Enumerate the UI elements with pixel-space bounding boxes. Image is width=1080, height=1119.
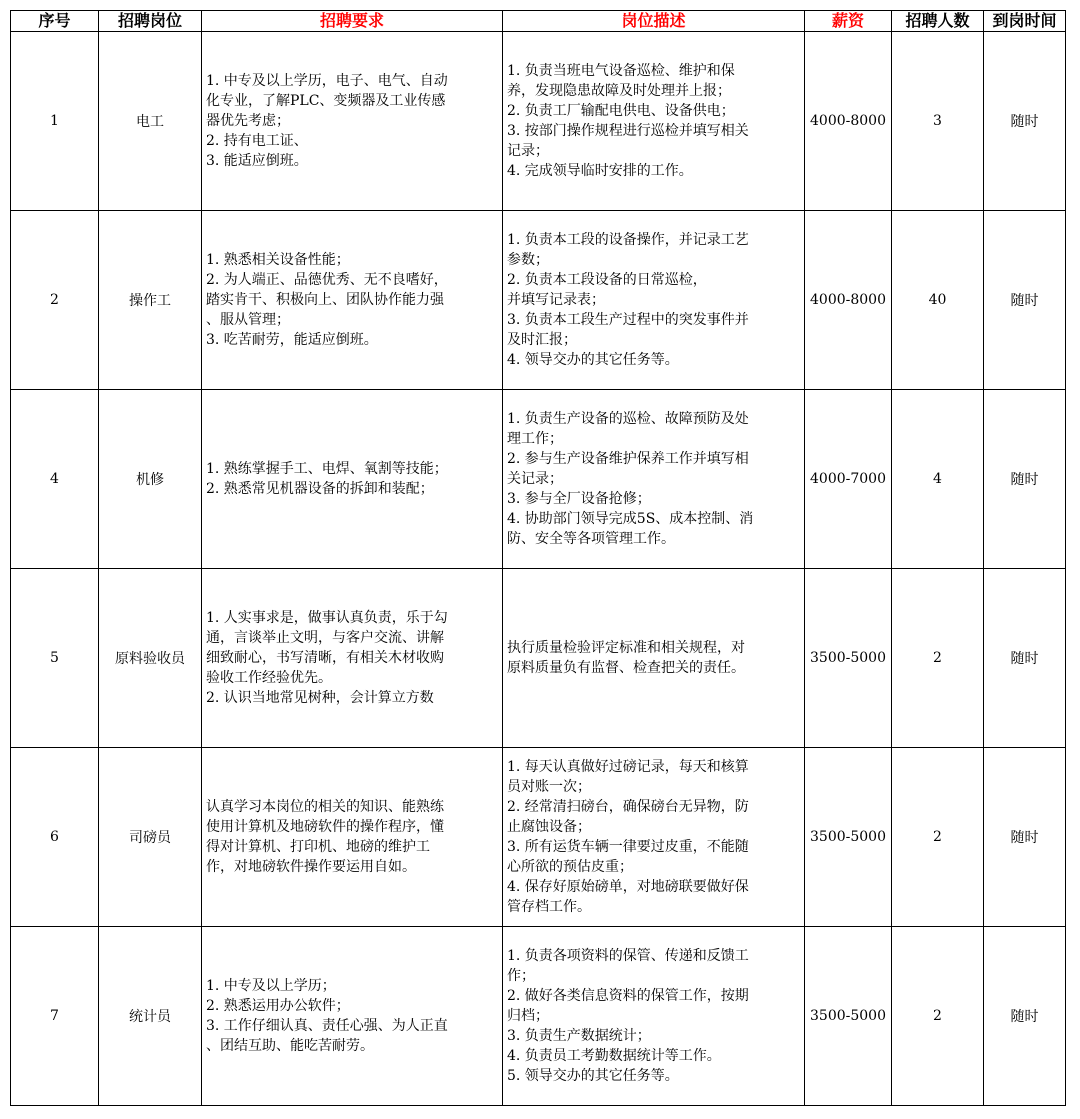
description-cell-line: 并填写记录表； — [507, 292, 605, 308]
requirements-cell-line: 得对计算机、打印机、地磅的维护工 — [206, 839, 430, 855]
description-cell-line: 1. 负责生产设备的巡检、故障预防及处 — [507, 411, 749, 427]
requirements-cell — [202, 748, 503, 927]
requirements-cell-line: 细致耐心，书写清晰，有相关木材收购 — [206, 650, 444, 666]
description-cell-line: 4. 负责员工考勤数据统计等工作。 — [507, 1048, 721, 1064]
requirements-cell-line: 认真学习本岗位的相关的知识、能熟练 — [206, 799, 444, 815]
description-cell — [503, 927, 805, 1106]
description-cell-line: 参数； — [507, 252, 549, 268]
description-cell-line: 原料质量负有监督、检查把关的责任。 — [507, 660, 745, 676]
headcount-cell: 4 — [892, 390, 984, 569]
requirements-cell — [202, 32, 503, 211]
requirements-cell-line: 3. 工作仔细认真、责任心强、为人正直 — [206, 1018, 448, 1034]
requirements-cell-line: 1. 中专及以上学历； — [206, 978, 336, 994]
requirements-cell-line: 使用计算机及地磅软件的操作程序，懂 — [206, 819, 444, 835]
seq-cell: 6 — [11, 748, 99, 927]
requirements-cell-line: 通，言谈举止文明，与客户交流、讲解 — [206, 630, 444, 646]
start-time-cell: 随时 — [984, 211, 1066, 390]
requirements-cell-line: 1. 人实事求是，做事认真负责，乐于勾 — [206, 610, 448, 626]
description-cell-line: 关记录； — [507, 471, 563, 487]
requirements-cell-line: 作，对地磅软件操作要运用自如。 — [206, 859, 416, 875]
header-salary: 薪资 — [805, 11, 892, 32]
headcount-cell: 2 — [892, 927, 984, 1106]
position-cell: 统计员 — [99, 927, 202, 1106]
description-cell-line: 2. 负责工厂输配电供电、设备供电； — [507, 103, 735, 119]
table-header — [11, 11, 1066, 32]
requirements-cell-line: 器优先考虑； — [206, 113, 290, 129]
description-cell-line: 4. 领导交办的其它任务等。 — [507, 352, 679, 368]
description-cell-line: 3. 按部门操作规程进行巡检并填写相关 — [507, 123, 749, 139]
description-cell-line: 5. 领导交办的其它任务等。 — [507, 1068, 679, 1084]
seq-cell: 7 — [11, 927, 99, 1106]
salary-cell: 4000-8000 — [805, 211, 892, 390]
position-cell: 原料验收员 — [99, 569, 202, 748]
headcount-cell: 3 — [892, 32, 984, 211]
position-cell: 电工 — [99, 32, 202, 211]
description-cell-line: 理工作； — [507, 431, 563, 447]
position-cell: 司磅员 — [99, 748, 202, 927]
seq-cell: 1 — [11, 32, 99, 211]
description-cell-line: 止腐蚀设备； — [507, 819, 591, 835]
requirements-cell-line: 1. 熟练掌握手工、电焊、氧割等技能； — [206, 461, 448, 477]
description-cell-line: 防、安全等各项管理工作。 — [507, 531, 675, 547]
salary-cell: 3500-5000 — [805, 927, 892, 1106]
position-cell: 操作工 — [99, 211, 202, 390]
requirements-cell — [202, 211, 503, 390]
header-start: 到岗时间 — [984, 11, 1066, 32]
position-cell: 机修 — [99, 390, 202, 569]
description-cell-line: 1. 负责当班电气设备巡检、维护和保 — [507, 63, 735, 79]
description-cell-line: 2. 参与生产设备维护保养工作并填写相 — [507, 451, 749, 467]
requirements-cell-line: 3. 能适应倒班。 — [206, 153, 308, 169]
requirements-cell-line: 2. 为人端正、品德优秀、无不良嗜好， — [206, 272, 448, 288]
description-cell — [503, 569, 805, 748]
requirements-cell-line: 、团结互助、能吃苦耐劳。 — [206, 1038, 374, 1054]
description-cell-line: 4. 完成领导临时安排的工作。 — [507, 163, 693, 179]
headcount-cell: 40 — [892, 211, 984, 390]
description-cell-line: 养，发现隐患故障及时处理并上报； — [507, 83, 731, 99]
description-cell-line: 4. 保存好原始磅单，对地磅联要做好保 — [507, 879, 749, 895]
requirements-cell-line: 2. 持有电工证、 — [206, 133, 308, 149]
description-cell-line: 3. 所有运货车辆一律要过皮重，不能随 — [507, 839, 749, 855]
description-cell-line: 4. 协助部门领导完成5S、成本控制、消 — [507, 511, 754, 527]
salary-cell: 3500-5000 — [805, 748, 892, 927]
requirements-cell-line: 3. 吃苦耐劳，能适应倒班。 — [206, 332, 378, 348]
description-cell — [503, 32, 805, 211]
recruitment-table — [10, 10, 1066, 1106]
start-time-cell: 随时 — [984, 927, 1066, 1106]
description-cell — [503, 211, 805, 390]
requirements-cell-line: 、服从管理； — [206, 312, 290, 328]
start-time-cell: 随时 — [984, 32, 1066, 211]
description-cell-line: 2. 经常清扫磅台，确保磅台无异物，防 — [507, 799, 749, 815]
header-seq: 序号 — [11, 11, 99, 32]
description-cell-line: 归档； — [507, 1008, 549, 1024]
table-row — [11, 569, 1066, 748]
start-time-cell: 随时 — [984, 569, 1066, 748]
description-cell-line: 3. 负责生产数据统计； — [507, 1028, 651, 1044]
description-cell-line: 心所欲的预估皮重； — [507, 859, 633, 875]
header-requirements: 招聘要求 — [202, 11, 503, 32]
start-time-cell: 随时 — [984, 748, 1066, 927]
description-cell — [503, 390, 805, 569]
description-cell-line: 作； — [507, 968, 535, 984]
description-cell-line: 2. 负责本工段设备的日常巡检， — [507, 272, 707, 288]
requirements-cell-line: 1. 熟悉相关设备性能； — [206, 252, 350, 268]
start-time-cell: 随时 — [984, 390, 1066, 569]
requirements-cell-line: 1. 中专及以上学历，电子、电气、自动 — [206, 73, 448, 89]
table-row — [11, 390, 1066, 569]
requirements-cell-line: 2. 认识当地常见树种，会计算立方数 — [206, 690, 434, 706]
headcount-cell: 2 — [892, 748, 984, 927]
seq-cell: 5 — [11, 569, 99, 748]
description-cell-line: 执行质量检验评定标准和相关规程，对 — [507, 640, 745, 656]
table-row — [11, 927, 1066, 1106]
header-headcount: 招聘人数 — [892, 11, 984, 32]
requirements-cell-line: 验收工作经验优先。 — [206, 670, 332, 686]
headcount-cell: 2 — [892, 569, 984, 748]
table-row — [11, 211, 1066, 390]
salary-cell: 4000-7000 — [805, 390, 892, 569]
description-cell-line: 2. 做好各类信息资料的保管工作，按期 — [507, 988, 749, 1004]
requirements-cell — [202, 569, 503, 748]
table-row — [11, 32, 1066, 211]
table-body — [11, 32, 1066, 1106]
requirements-cell-line: 化专业，了解PLC、变频器及工业传感 — [206, 93, 446, 109]
header-position: 招聘岗位 — [99, 11, 202, 32]
header-description: 岗位描述 — [503, 11, 805, 32]
description-cell-line: 员对账一次； — [507, 779, 591, 795]
salary-cell: 3500-5000 — [805, 569, 892, 748]
description-cell-line: 1. 负责各项资料的保管、传递和反馈工 — [507, 948, 749, 964]
description-cell-line: 及时汇报； — [507, 332, 577, 348]
requirements-cell-line: 2. 熟悉运用办公软件； — [206, 998, 350, 1014]
description-cell-line: 3. 负责本工段生产过程中的突发事件并 — [507, 312, 749, 328]
description-cell — [503, 748, 805, 927]
salary-cell: 4000-8000 — [805, 32, 892, 211]
requirements-cell-line: 2. 熟悉常见机器设备的拆卸和装配； — [206, 481, 434, 497]
description-cell-line: 管存档工作。 — [507, 899, 591, 915]
seq-cell: 2 — [11, 211, 99, 390]
description-cell-line: 记录； — [507, 143, 549, 159]
description-cell-line: 1. 每天认真做好过磅记录，每天和核算 — [507, 759, 749, 775]
description-cell-line: 1. 负责本工段的设备操作，并记录工艺 — [507, 232, 749, 248]
requirements-cell — [202, 927, 503, 1106]
seq-cell: 4 — [11, 390, 99, 569]
description-cell-line: 3. 参与全厂设备抢修； — [507, 491, 651, 507]
requirements-cell — [202, 390, 503, 569]
requirements-cell-line: 踏实肯干、积极向上、团队协作能力强 — [206, 292, 444, 308]
table-row — [11, 748, 1066, 927]
